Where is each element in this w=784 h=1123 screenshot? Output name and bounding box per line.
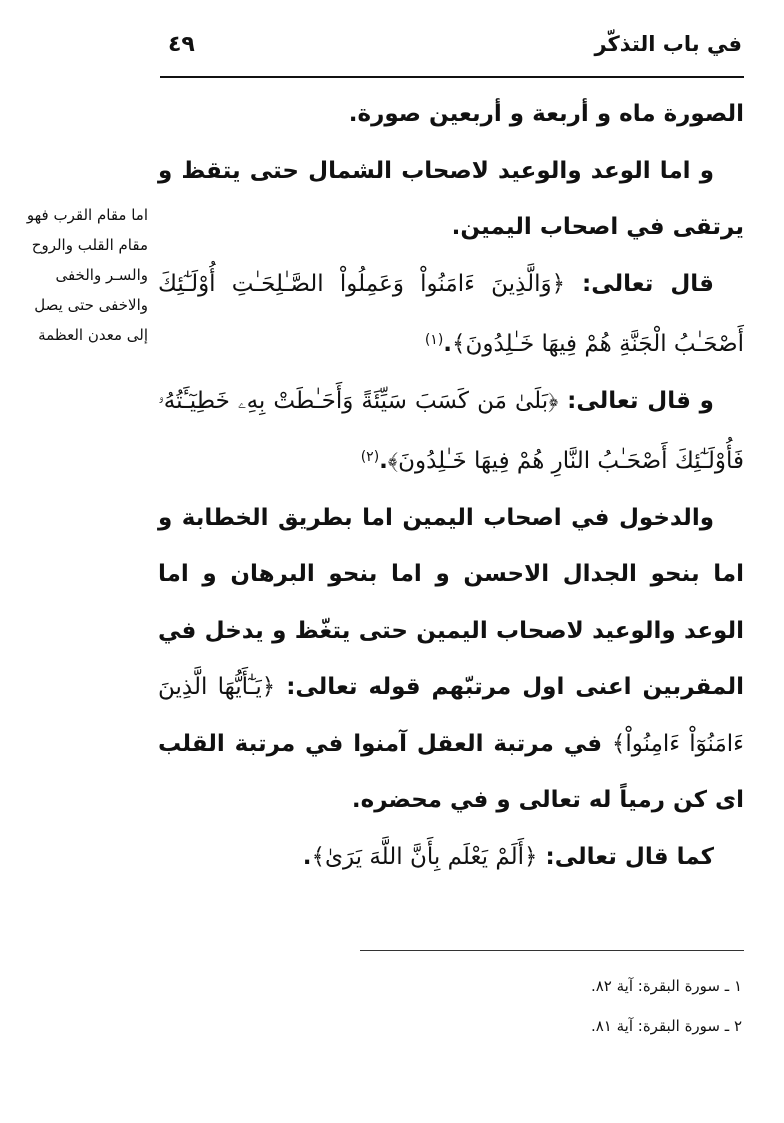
- quran-verse: ﴿وَالَّذِينَ ءَامَنُواْ وَعَمِلُواْ الصَّـٰلِحَـٰتِ أُوْلَـٰٓئِكَ أَصْحَـٰبُ الْجَنَّةِ هُمْ فِيهَا خَـٰلِدُونَ﴾: [158, 270, 744, 357]
- paragraph-1: الصورة ماه و أربعة و أربعين صورة.: [348, 101, 744, 127]
- header-divider: [160, 76, 744, 78]
- quote-intro: كما قال تعالى:: [537, 843, 714, 870]
- quote-intro: قال تعالى:: [565, 270, 714, 297]
- footnote-divider: [360, 950, 744, 951]
- quote-intro: و قال تعالى:: [558, 387, 714, 414]
- footnote-2: ٢ ـ سورة البقرة: آية ٨١.: [590, 1017, 742, 1035]
- paragraph-2: و اما الوعد والوعيد لاصحاب الشمال حتى يتقظ و يرتقى في اصحاب اليمين.: [158, 157, 744, 240]
- footnote-ref-1: (١): [424, 332, 444, 348]
- paragraph-4: [158, 373, 744, 490]
- running-header-title: في باب التذكّر: [594, 32, 742, 56]
- period: .: [302, 843, 312, 870]
- footnotes: [242, 966, 742, 1046]
- quran-verse: ﴿أَلَمْ يَعْلَم بِأَنَّ اللَّهَ يَرَىٰ﴾: [311, 843, 538, 870]
- margin-note: اما مقام القرب فهو مقام القلب والروح والسـر والخفى والاخفى حتى يصل إلى معدن العظمة: [26, 206, 148, 344]
- period: .: [379, 448, 388, 474]
- body-text: [158, 86, 744, 885]
- paragraph-6: [158, 829, 744, 886]
- quran-verse: ﴿يَـٰٓأَيُّهَا الَّذِينَ ءَامَنُوٓاْ ءَامِنُواْ﴾: [158, 674, 744, 757]
- paragraph-3: [158, 256, 744, 373]
- paragraph-text: والدخول في اصحاب اليمين اما بطريق الخطابة و اما بنحو الجدال الاحسن و اما بنحو البرهان و اما الوعد والوعيد لاصحاب اليمين حتى يتغّظ و يدخل في المقربين اعنى اول مرتبّهم قوله تعالى:: [158, 504, 744, 700]
- period: .: [443, 331, 453, 357]
- quran-verse: ﴿بَلَىٰ مَن كَسَبَ سَيِّئَةً وَأَحَـٰطَتْ بِهِۦ خَطِيٓـَٔتُهُۥ فَأُوْلَـٰٓئِكَ أَصْحَـٰبُ النَّارِ هُمْ فِيهَا خَـٰلِدُونَ﴾: [158, 387, 744, 474]
- footnote-1: ١ ـ سورة البقرة: آية ٨٢.: [590, 977, 742, 995]
- paragraph-text: في مرتبة العقل آمنوا في مرتبة القلب اى كن رمياً له تعالى و في محضره.: [158, 730, 744, 813]
- page-number: ٤٩: [168, 32, 195, 57]
- paragraph-5: [158, 490, 744, 829]
- footnote-ref-2: (٢): [360, 449, 380, 465]
